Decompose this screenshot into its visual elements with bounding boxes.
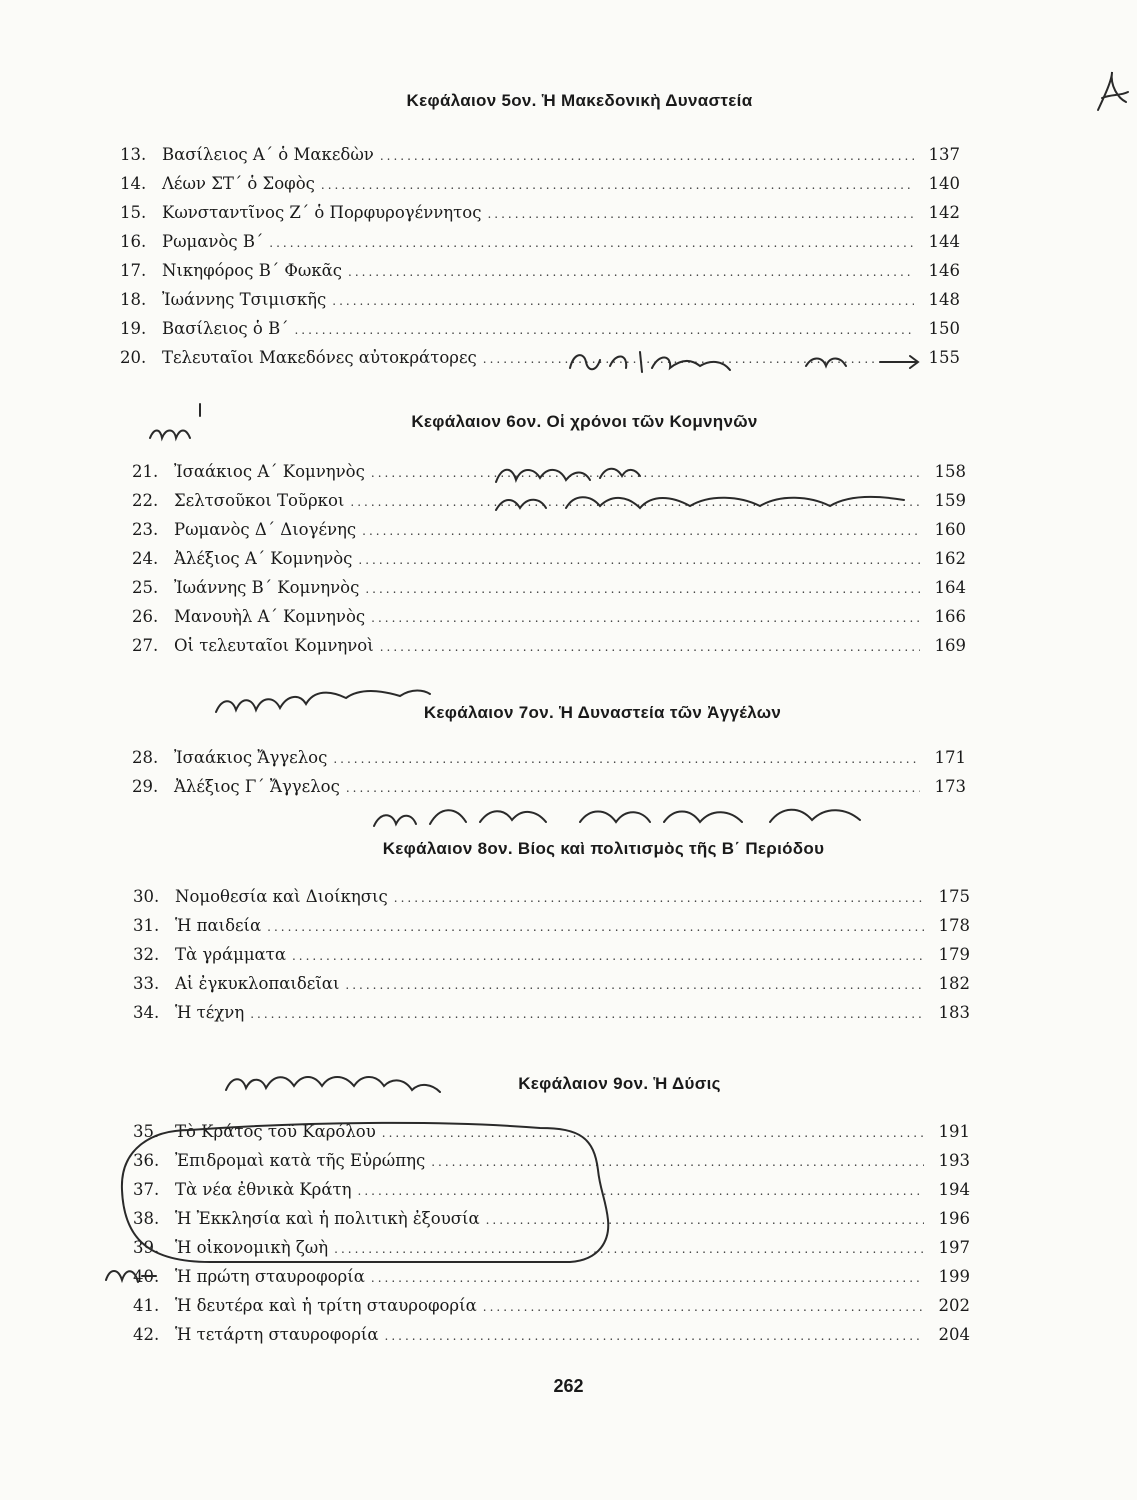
entry-number: 26. (132, 607, 159, 626)
entry-page: 191 (938, 1122, 970, 1141)
entry-page: 197 (938, 1238, 970, 1257)
entry-number: 27. (132, 636, 159, 655)
entry-title: Ρωμανὸς Β΄ (162, 232, 264, 251)
entry-number: 19. (120, 319, 147, 338)
entry-number: 33. (133, 974, 160, 993)
entry-page: 194 (938, 1180, 970, 1199)
margin-scribble-ch9 (226, 1077, 440, 1092)
entry-title: Ἡ πρώτη σταυροφορία (175, 1267, 365, 1286)
entry-title: Ἀλέξιος Γ΄ Ἄγγελος (174, 777, 340, 796)
entry-page: 140 (928, 174, 960, 193)
entry-page: 162 (934, 549, 966, 568)
entry-title: Ρωμανὸς Δ΄ Διογένης (174, 520, 357, 539)
entry-number: 22. (132, 491, 159, 510)
entry-number: 35. (133, 1122, 160, 1141)
entry-page: 150 (928, 319, 960, 338)
entry-page: 193 (938, 1151, 970, 1170)
entry-number: 16. (120, 232, 147, 251)
entry-title: Νομοθεσία καὶ Διοίκησις (175, 887, 388, 906)
entry-title: Λέων ΣΤ΄ ὁ Σοφὸς (162, 174, 315, 193)
entry-number: 14. (120, 174, 147, 193)
entry-page: 166 (934, 607, 966, 626)
entry-page: 204 (938, 1325, 970, 1344)
entry-page: 179 (938, 945, 970, 964)
entry-title: Ἡ οἰκονομικὴ ζωὴ (175, 1238, 329, 1257)
entry-page: 158 (934, 462, 966, 481)
entry-page: 182 (938, 974, 970, 993)
entry-page: 202 (938, 1296, 970, 1315)
entry-page: 159 (934, 491, 966, 510)
entry-page: 146 (928, 261, 960, 280)
bracket-ellipse (122, 1123, 608, 1262)
margin-mark-40 (106, 1271, 156, 1282)
entry-title: Ἡ Ἐκκλησία καὶ ἡ πολιτικὴ ἐξουσία (175, 1209, 480, 1228)
entry-number: 25. (132, 578, 159, 597)
entry-number: 23. (132, 520, 159, 539)
entry-title: Μανουὴλ Α΄ Κομνηνὸς (174, 607, 366, 626)
corner-scribble (1098, 72, 1128, 110)
entry-page: 175 (938, 887, 970, 906)
margin-scribble-ch8 (374, 810, 860, 826)
entry-number: 31. (133, 916, 160, 935)
entry-title: Τελευταῖοι Μακεδόνες αὐτοκράτορες (162, 348, 477, 367)
entry-page: 183 (938, 1003, 970, 1022)
entry-title: Βασίλειος ὁ Β΄ (162, 319, 289, 338)
entry-number: 34. (133, 1003, 160, 1022)
entry-number: 32. (133, 945, 160, 964)
entry-title: Ἰσαάκιος Ἄγγελος (174, 748, 328, 767)
entry-title: Τὰ γράμματα (175, 945, 286, 964)
entry-page: 196 (938, 1209, 970, 1228)
entry-title: Νικηφόρος Β΄ Φωκᾶς (162, 261, 343, 280)
entry-number: 29. (132, 777, 159, 796)
entry-page: 164 (934, 578, 966, 597)
chapter-heading: Κεφάλαιον 5ον. Ἡ Μακεδονικὴ Δυναστεία (406, 91, 753, 110)
entry-number: 41. (133, 1296, 160, 1315)
entry-page: 178 (938, 916, 970, 935)
margin-scribble-ch7 (216, 691, 430, 713)
entry-number: 42. (133, 1325, 160, 1344)
entry-page: 148 (928, 290, 960, 309)
entry-title: Αἱ ἐγκυκλοπαιδεῖαι (175, 974, 340, 993)
entry-number: 40. (133, 1267, 160, 1286)
chapter-heading: Κεφάλαιον 7ον. Ἡ Δυναστεία τῶν Ἀγγέλων (423, 703, 782, 722)
chapter-heading: Κεφάλαιον 9ον. Ἡ Δύσις (518, 1074, 721, 1093)
entry-number: 20. (120, 348, 147, 367)
entry-number: 38. (133, 1209, 160, 1228)
entry-number: 13. (120, 145, 147, 164)
entry-title: Ἰωάννης Τσιμισκῆς (162, 290, 327, 309)
entry-title: Ἡ δευτέρα καὶ ἡ τρίτη σταυροφορία (175, 1296, 477, 1315)
entry-page: 142 (928, 203, 960, 222)
entry-title: Τὸ Κράτος τοῦ Καρόλου (175, 1122, 376, 1141)
entry-title: Οἱ τελευταῖοι Κομνηνοὶ (174, 636, 374, 655)
entry-number: 17. (120, 261, 147, 280)
entry-page: 171 (934, 748, 966, 767)
entry-title: Βασίλειος Α΄ ὁ Μακεδὼν (162, 145, 374, 164)
entry-number: 36. (133, 1151, 160, 1170)
entry-page: 155 (928, 348, 960, 367)
entry-page: 137 (928, 145, 960, 164)
entry-title: Ἡ τέχνη (175, 1003, 245, 1022)
entry-title: Ἰσαάκιος Α΄ Κομνηνὸς (174, 462, 365, 481)
entry-page: 169 (934, 636, 966, 655)
entry-number: 37. (133, 1180, 160, 1199)
entry-number: 24. (132, 549, 159, 568)
entry-number: 21. (132, 462, 159, 481)
entry-number: 30. (133, 887, 160, 906)
margin-scribble-ch5 (570, 352, 918, 372)
entry-title: Ἐπιδρομαὶ κατὰ τῆς Εὐρώπης (175, 1151, 426, 1170)
entry-number: 18. (120, 290, 147, 309)
entry-page: 199 (938, 1267, 970, 1286)
entry-number: 39. (133, 1238, 160, 1257)
entry-page: 160 (934, 520, 966, 539)
entry-title: Σελτσοῦκοι Τοῦρκοι (174, 491, 345, 510)
entry-title: Τὰ νέα ἐθνικὰ Κράτη (175, 1180, 352, 1199)
entry-title: Ἡ τετάρτη σταυροφορία (175, 1325, 379, 1344)
entry-title: Ἡ παιδεία (175, 916, 262, 935)
chapter-heading: Κεφάλαιον 6ον. Οἱ χρόνοι τῶν Κομνηνῶν (411, 412, 758, 431)
margin-scribble-ch6 (150, 404, 904, 510)
entry-title: Κωνσταντῖνος Ζ΄ ὁ Πορφυρογέννητος (162, 203, 482, 222)
chapter-heading: Κεφάλαιον 8ον. Βίος καὶ πολιτισμὸς τῆς Β΄ Περιόδου (382, 839, 825, 858)
entry-number: 15. (120, 203, 147, 222)
entry-title: Ἰωάννης Β΄ Κομνηνὸς (174, 578, 360, 597)
entry-page: 173 (934, 777, 966, 796)
page-number: 262 (553, 1376, 584, 1396)
entry-page: 144 (928, 232, 960, 251)
entry-title: Ἀλέξιος Α΄ Κομνηνὸς (174, 549, 353, 568)
entry-number: 28. (132, 748, 159, 767)
